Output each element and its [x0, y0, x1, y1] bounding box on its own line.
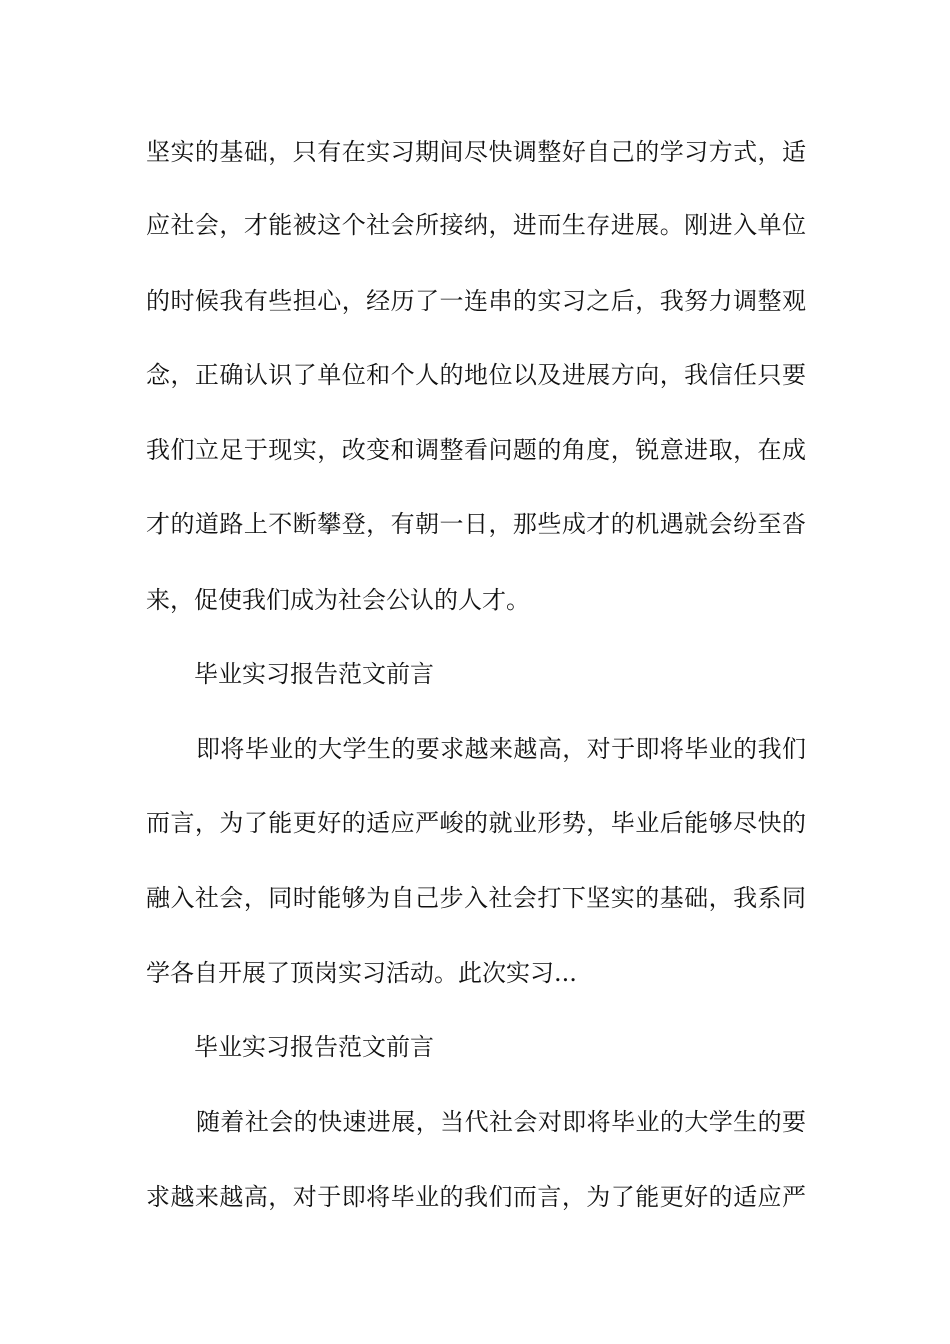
paragraph-3-line-1: 随着社会的快速进展，当代社会对即将毕业的大学生的要 [196, 1108, 806, 1136]
paragraph-1-line-4: 念，正确认识了单位和个人的地位以及进展方向，我信任只要 [146, 361, 806, 389]
paragraph-1-line-1: 坚实的基础，只有在实习期间尽快调整好自己的学习方式，适 [146, 138, 806, 166]
paragraph-1-line-2: 应社会，才能被这个社会所接纳，进而生存进展。刚进入单位 [146, 211, 806, 239]
paragraph-1-line-5: 我们立足于现实，改变和调整看问题的角度，锐意进取，在成 [146, 436, 806, 464]
paragraph-1-line-3: 的时候我有些担心，经历了一连串的实习之后，我努力调整观 [146, 287, 806, 315]
section-heading-1: 毕业实习报告范文前言 [194, 660, 434, 688]
paragraph-3-line-2: 求越来越高，对于即将毕业的我们而言，为了能更好的适应严 [146, 1183, 806, 1211]
paragraph-2-line-4: 学各自开展了顶岗实习活动。此次实习... [146, 959, 577, 987]
paragraph-1-line-6: 才的道路上不断攀登，有朝一日，那些成才的机遇就会纷至沓 [146, 510, 806, 538]
paragraph-2-line-2: 而言，为了能更好的适应严峻的就业形势，毕业后能够尽快的 [146, 809, 806, 837]
paragraph-2-line-1: 即将毕业的大学生的要求越来越高，对于即将毕业的我们 [196, 735, 806, 763]
section-heading-2: 毕业实习报告范文前言 [194, 1033, 434, 1061]
paragraph-2-line-3: 融入社会，同时能够为自己步入社会打下坚实的基础，我系同 [146, 884, 806, 912]
paragraph-1-line-7: 来，促使我们成为社会公认的人才。 [146, 586, 530, 614]
